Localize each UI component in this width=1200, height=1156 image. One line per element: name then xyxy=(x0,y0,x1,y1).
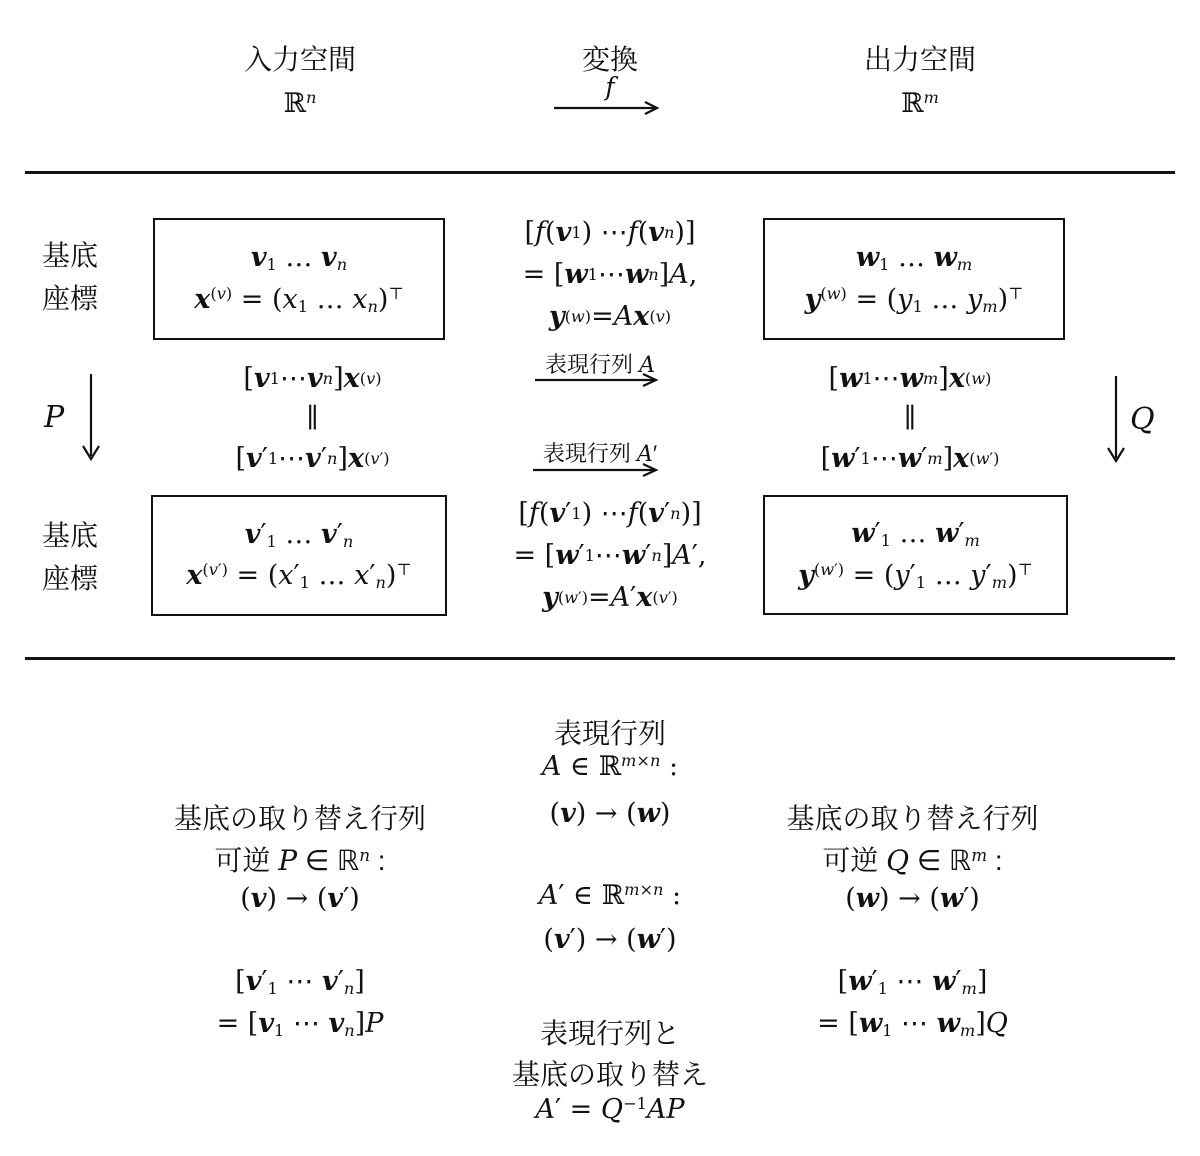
identity-right-parallel-mark: ∥ xyxy=(903,402,917,434)
row1-coordinate-label: 座標 xyxy=(41,283,98,314)
w-prime-coordinates-line2: $y^{(w')} = (y'_1$ … $y'_m)^⊤$ xyxy=(798,559,1033,592)
f-map-arrow xyxy=(552,100,664,116)
identity-right-top: [ w 1 ⋯ w m ] x (w) xyxy=(828,362,992,394)
map-top-line2: = [ w 1 ⋯ w n ] A , xyxy=(522,258,698,290)
P-formula-line1: [$v'_1$ ⋯ $v'_n$] xyxy=(235,966,365,999)
relation-title-line1: 表現行列と xyxy=(539,1018,680,1049)
v-coordinates-line2: $x^{(v)} = (x_1$ … $x_n)^⊤$ xyxy=(194,283,404,316)
Q-invertible-definition: 可逆 Q ∈ ℝ$^m$ : xyxy=(822,844,1003,877)
map-top-line3: y (w) = A x (v) xyxy=(548,300,672,332)
Q-formula-line2: = [$w_1$ ⋯ $w_m]Q$ xyxy=(817,1008,1008,1041)
representation-matrix-A-arrow-label: 表現行列 A xyxy=(544,352,655,378)
transform-f-symbol: f xyxy=(605,72,615,101)
P-matrix-symbol: P xyxy=(44,400,65,435)
output-space-header: 出力空間 xyxy=(863,44,976,75)
left-change-of-basis-title: 基底の取り替え行列 xyxy=(173,803,426,834)
map-bottom-line1: [ f ( v ′ 1 ) ⋯ f ( v ′ n )] xyxy=(518,497,702,529)
v-basis-line1: $v_1$ … $v_n$ xyxy=(250,242,348,275)
bottom-divider xyxy=(25,657,1175,660)
v-prime-basis-box xyxy=(151,495,447,616)
representation-matrix-A-prime-arrow xyxy=(531,461,663,479)
map-formula-bottom xyxy=(455,492,765,618)
A-prime-definition: A′ ∈ ℝ$^{m\times n}$ : xyxy=(538,880,682,911)
output-space-symbol: ℝ$^m$ xyxy=(901,88,939,119)
A-mapping: (v) → (w) xyxy=(549,798,671,829)
identity-left-bottom: [ v ′ 1 ⋯ v ′ n ] x (v′) xyxy=(235,442,390,474)
Q-formula-line1: [$w'_1$ ⋯ $w'_m$] xyxy=(837,966,988,999)
identity-right-bottom: [ w ′ 1 ⋯ w ′ m ] x (w′) xyxy=(820,442,1000,474)
v-basis-box xyxy=(153,218,445,340)
P-mapping: (v) → (v′) xyxy=(240,883,360,914)
vector-identity-right xyxy=(745,358,1075,478)
A-definition: A ∈ ℝ$^{m\times n}$ : xyxy=(541,751,679,782)
P-change-of-basis-arrow xyxy=(79,372,103,466)
P-invertible-definition: 可逆 P ∈ ℝ$^n$ : xyxy=(214,844,386,877)
Q-matrix-symbol: Q xyxy=(1130,402,1155,437)
Q-change-of-basis-arrow xyxy=(1104,374,1128,468)
Q-mapping: (w) → (w′) xyxy=(845,883,980,914)
w-coordinates-line2: $y^{(w)} = (y_1$ … $y_m)^⊤$ xyxy=(804,283,1024,316)
representation-matrix-A-prime-arrow-label: 表現行列 A′ xyxy=(542,441,658,467)
map-bottom-line2: = [ w ′ 1 ⋯ w ′ n ] A ′, xyxy=(513,539,707,571)
identity-left-parallel-mark: ∥ xyxy=(306,402,319,434)
relation-title-line2: 基底の取り替え xyxy=(511,1059,708,1090)
w-prime-basis-line1: $w'_1$ … $w'_m$ xyxy=(851,518,980,551)
transform-header: 変換 xyxy=(581,44,638,75)
top-divider xyxy=(25,171,1175,174)
w-prime-basis-box xyxy=(763,495,1068,615)
v-prime-coordinates-line2: $x^{(v')} = (x'_1$ … $x'_n)^⊤$ xyxy=(186,560,412,593)
relation-formula: $A' = Q^{-1}AP$ xyxy=(535,1094,685,1125)
w-basis-line1: $w_1$ … $w_m$ xyxy=(855,242,973,275)
w-basis-box xyxy=(763,218,1065,340)
right-change-of-basis-title: 基底の取り替え行列 xyxy=(786,803,1039,834)
A-prime-mapping: (v′) → (w′) xyxy=(543,924,677,955)
map-top-line1: [ f ( v 1 ) ⋯ f ( v n )] xyxy=(524,216,696,248)
row2-basis-label: 基底 xyxy=(41,520,98,551)
input-space-header: 入力空間 xyxy=(243,44,356,75)
vector-identity-left xyxy=(140,358,485,478)
row2-coordinate-label: 座標 xyxy=(41,563,98,594)
representation-matrix-title: 表現行列 xyxy=(553,718,666,749)
row1-basis-label: 基底 xyxy=(41,240,98,271)
map-bottom-line3: y (w′) = A ′ x (v′) xyxy=(542,581,678,613)
P-formula-line2: = [$v_1$ ⋯ $v_n]P$ xyxy=(216,1008,384,1041)
representation-matrix-A-arrow xyxy=(533,371,663,389)
identity-left-top: [ v 1 ⋯ v n ] x (v) xyxy=(243,362,382,394)
map-formula-top xyxy=(455,211,765,337)
v-prime-basis-line1: $v'_1$ … $v'_n$ xyxy=(244,518,354,551)
input-space-symbol: ℝ$^n$ xyxy=(283,88,317,119)
